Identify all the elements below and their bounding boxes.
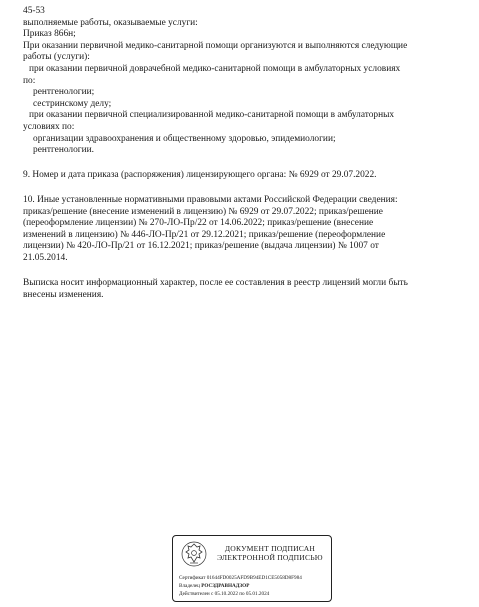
- electronic-signature-stamp: [172, 535, 332, 602]
- item-9-section: [23, 170, 453, 182]
- document-line: условиях по:: [23, 121, 75, 132]
- stamp-owner-label: Владелец: [179, 583, 200, 589]
- item-10-line: 21.05.2014.: [23, 252, 68, 263]
- item-10-section: [23, 195, 453, 265]
- coat-of-arms-icon: [181, 540, 207, 568]
- document-line: работы (услуги):: [23, 52, 90, 63]
- stamp-title-line-2: ЭЛЕКТРОННОЙ ПОДПИСЬЮ: [217, 553, 323, 563]
- stamp-details: [179, 574, 329, 598]
- document-line: по:: [23, 75, 36, 86]
- document-line: при оказании первичной доврачебной медико-санитарной помощи в амбулаторных условиях: [29, 63, 401, 74]
- item-10-line: 10. Иные установленные нормативными правовыми актами Российской Федерации сведения:: [23, 195, 398, 205]
- document-line: рентгенологии;: [33, 87, 95, 98]
- item-10-line: изменений в лицензию) № 446-ЛО-Пр/21 от 29.12.2021; приказ/решение (переоформление: [23, 229, 386, 240]
- document-line: 45-53: [23, 6, 45, 16]
- item-9-text: 9. Номер и дата приказа (распоряжения) лицензирующего органа: № 6929 от 29.07.2022.: [23, 170, 377, 180]
- document-line: при оказании первичной специализированной медико-санитарной помощи в амбулаторных: [29, 110, 395, 121]
- notice-line: Выписка носит информационный характер, после ее составления в реестр лицензий могли быть: [23, 278, 408, 288]
- stamp-title-line-1: ДОКУМЕНТ ПОДПИСАН: [224, 544, 316, 553]
- stamp-certificate: Сертификат 01644FD0025AFD9B94ED1CE5058D8F984: [179, 575, 302, 581]
- document-line: организации здравоохранения и общественному здоровью, эпидемиологии;: [33, 133, 336, 144]
- permitted-works-section: [23, 6, 453, 157]
- stamp-title: [211, 544, 329, 562]
- document-line: Приказ 866н;: [23, 29, 76, 40]
- notice-section: [23, 278, 453, 301]
- item-10-line: приказ/решение (внесение изменений в лицензию) № 6929 от 29.07.2022; приказ/решение: [23, 206, 383, 217]
- stamp-owner-row: [179, 582, 329, 590]
- item-10-line: (переоформление лицензии) № 270-ЛО-Пр/22 от 14.06.2022; приказ/решение (внесение: [23, 218, 374, 229]
- stamp-validity: Действителен с 05.10.2022 по 05.01.2024: [179, 591, 270, 597]
- document-line: При оказании первичной медико-санитарной помощи организуются и выполняются следующие: [23, 40, 408, 51]
- notice-line: внесены изменения.: [23, 289, 104, 300]
- item-10-line: лицензии) № 420-ЛО-Пр/21 от 16.12.2021; приказ/решение (выдача лицензии) № 1007 от: [23, 241, 379, 252]
- document-line: рентгенологии.: [33, 145, 95, 156]
- document-line: сестринскому делу;: [33, 98, 112, 109]
- document-line: выполняемые работы, оказываемые услуги:: [23, 17, 198, 28]
- stamp-owner: РОСЗДРАВНАДЗОР: [201, 583, 250, 589]
